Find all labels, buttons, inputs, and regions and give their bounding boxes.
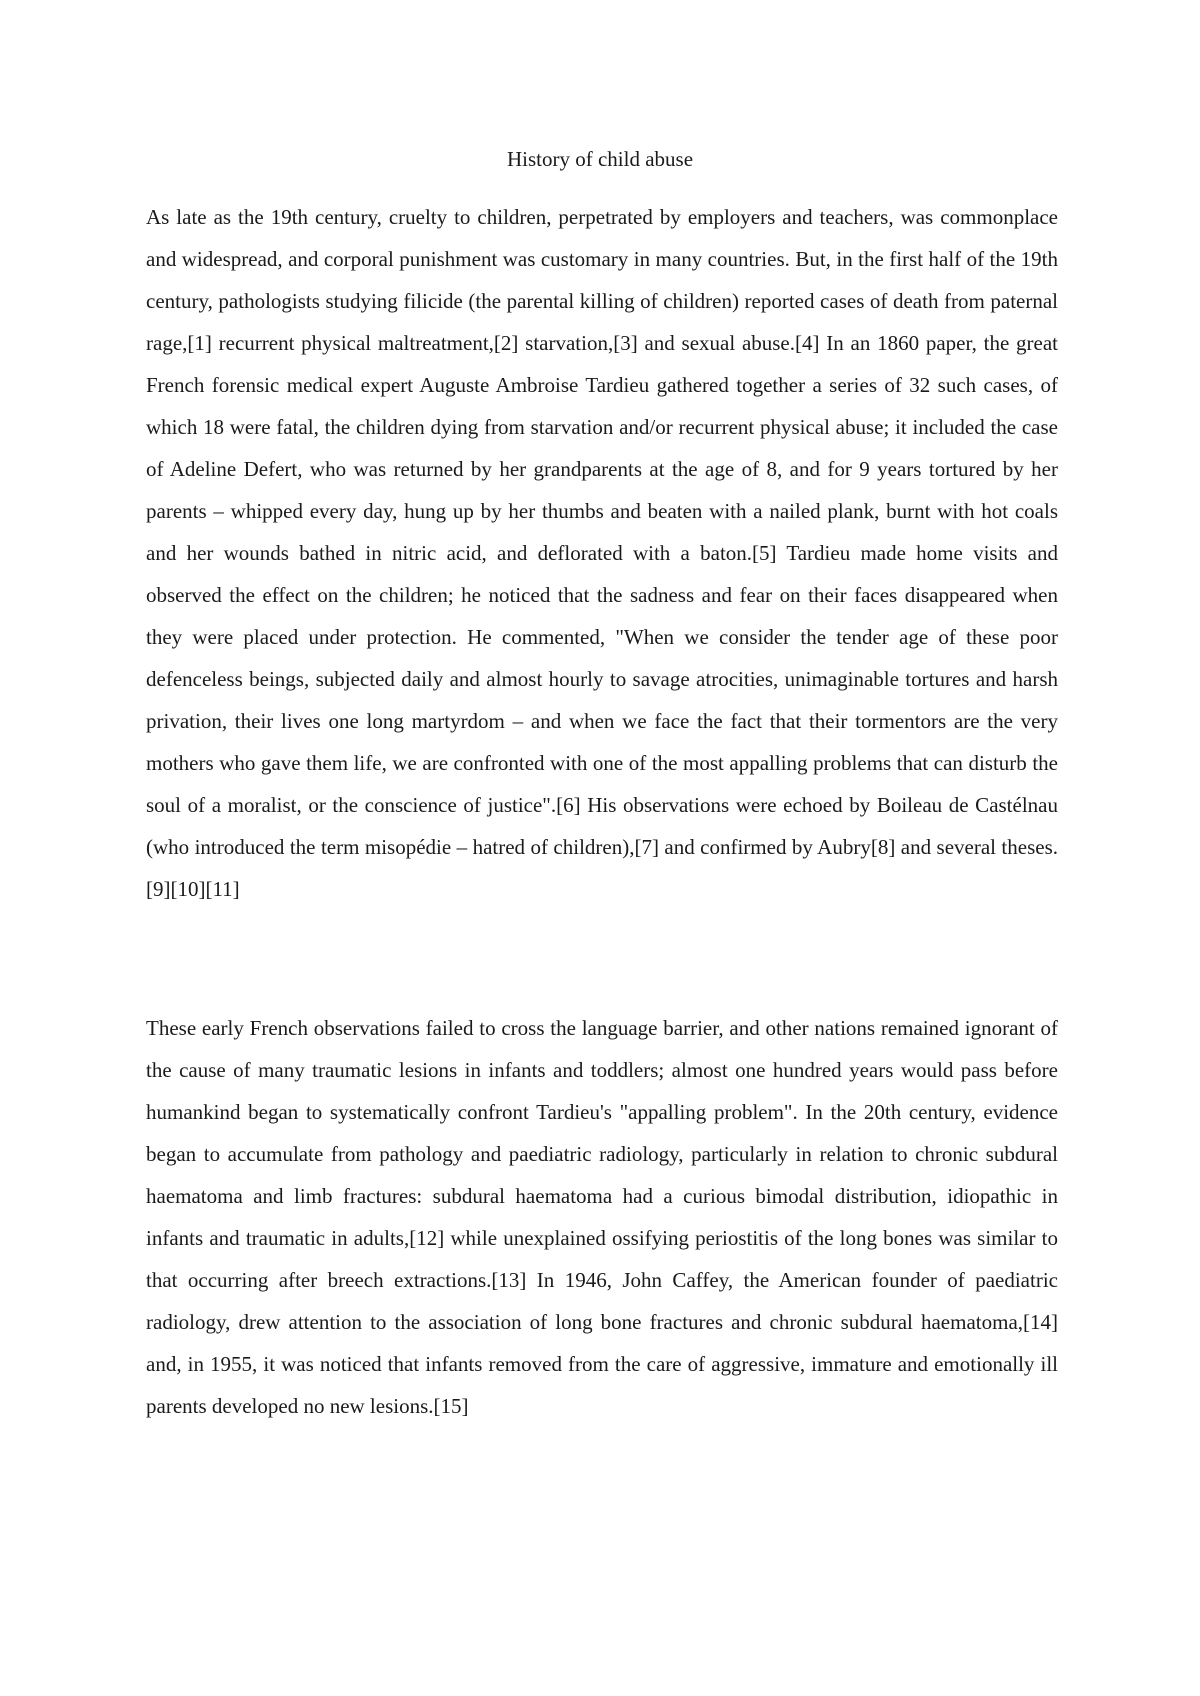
document-title: History of child abuse [506, 147, 694, 171]
paragraph-1: As late as the 19th century, cruelty to children, perpetrated by employers and teachers, was commonplace and widespread, and corporal punishment was customary in many countries. But, in the first half of the 19th century, pathologists studying filicide (the parental killing of children) reported cases of death from paternal rage,[1] recurrent physical maltreatment,[2] starvation,[3] and sexual abuse.[4] In an 1860 paper, the great French forensic medical expert Auguste Ambroise Tardieu gathered together a series of 32 such cases, of which 18 were fatal, the children dying from starvation and/or recurrent physical abuse; it included the case of Adeline Defert, who was returned by her grandparents at the age of 8, and for 9 years tortured by her parents – whipped every day, hung up by her thumbs and beaten with a nailed plank, burnt with hot coals and her wounds bathed in nitric acid, and deflorated with a baton.[5] Tardieu made home visits and observed the effect on the children; he noticed that the sadness and fear on their faces disappeared when they were placed under protection. He commented, "When we consider the tender age of these poor defenceless beings, subjected daily and almost hourly to savage atrocities, unimaginable tortures and harsh privation, their lives one long martyrdom – and when we face the fact that their tormentors are the very mothers who gave them life, we are confronted with one of the most appalling problems that can disturb the soul of a moralist, or the conscience of justice".[6] His observations were echoed by Boileau de Castélnau (who introduced the term misopédie – hatred of children),[7] and confirmed by Aubry[8] and several theses.[9][10][11] [146, 205, 1058, 901]
paragraph-2: These early French observations failed to cross the language barrier, and other nations remained ignorant of the cause of many traumatic lesions in infants and toddlers; almost one hundred years would pass before humankind began to systematically confront Tardieu's "appalling problem". In the 20th century, evidence began to accumulate from pathology and paediatric radiology, particularly in relation to chronic subdural haematoma and limb fractures: subdural haematoma had a curious bimodal distribution, idiopathic in infants and traumatic in adults,[12] while unexplained ossifying periostitis of the long bones was similar to that occurring after breech extractions.[13] In 1946, John Caffey, the American founder of paediatric radiology, drew attention to the association of long bone fractures and chronic subdural haematoma,[14] and, in 1955, it was noticed that infants removed from the care of aggressive, immature and emotionally ill parents developed no new lesions.[15] [146, 1016, 1058, 1418]
